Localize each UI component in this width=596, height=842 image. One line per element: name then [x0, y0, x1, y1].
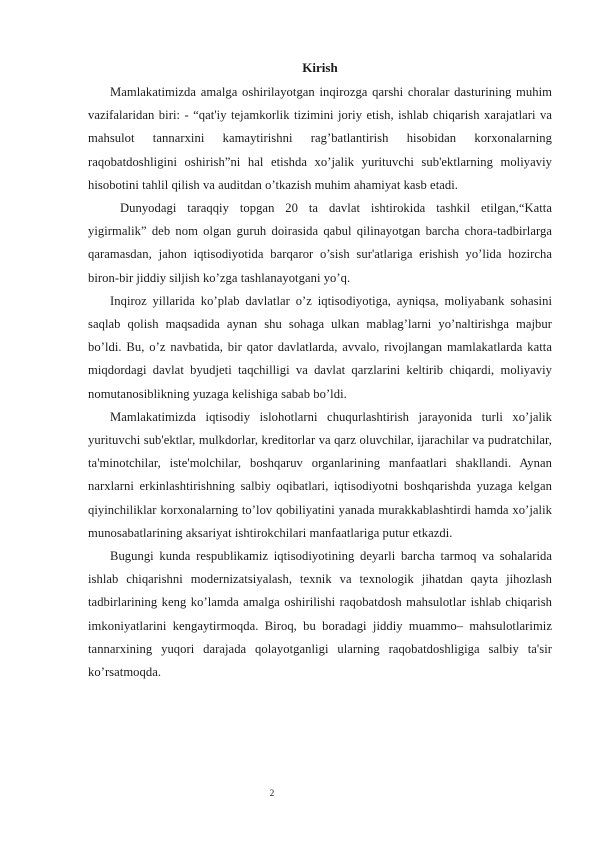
paragraph-3: Inqiroz yillarida ko’plab davlatlar o’z iqtisodiyotiga, ayniqsa, moliyabank sohasini saqlab qolish maqsadida aynan shu sohaga ulkan mablag’larni yo’naltirishga majbur bo’ldi. Bu, o’z navbatida, bir qator davlatlarda, avvalo, rivojlangan mamlakatlarda katta miqdordagi davlat byudjeti taqchilligi va davlat qarzlarini keltirib chiqardi, moliyaviy nomutanosiblikning yuzaga kelishiga sabab bo’ldi. [88, 293, 552, 401]
page-number: 2 [269, 788, 275, 798]
document-page [88, 60, 552, 684]
paragraph-5: Bugungi kunda respublikamiz iqtisodiyotining deyarli barcha tarmoq va sohalarida ishlab chiqarishni modernizatsiyalash, texnik va texnologik jihatdan qayta jihozlash tadbirlarining keng ko’lamda amalga oshirilishi raqobatdosh mahsulotlar ishlab chiqarish imkoniyatlarini kengaytirmoqda. Biroq, bu boradagi jiddiy muammo– mahsulotlarimiz tannarxining yuqori darajada qolayotganligi ularning raqobatdoshligiga salbiy ta'sir ko’rsatmoqda. [88, 549, 552, 680]
watermark-mark [0, 121, 52, 189]
page-title: Kirish [302, 60, 338, 75]
paragraph-4: Mamlakatimizda iqtisodiy islohotlarni chuqurlashtirish jarayonida turli xo’jalik yurituvchi sub'ektlar, mulkdorlar, kreditorlar va qarz oluvchilar, ijarachilar va pudratchilar, ta'minotchilar, iste'molchilar, boshqaruv organlarining manfaatlari shakllandi. Aynan narxlarni erkinlashtirishning salbiy oqibatlari, iqtisodiyotni boshqarishda yuzaga kelgan qiyinchiliklar korxonalarning to’lov qobiliyatini yanada murakkablashtirdi hamda xo’jalik munosabatlarining aksariyat ishtirokchilari manfaatlariga putur etkazdi. [88, 409, 552, 540]
paragraph-1: Mamlakatimizda amalga oshirilayotgan inqirozga qarshi choralar dasturining muhim vazifalaridan biri: - “qat'iy tejamkorlik tizimini joriy etish, ishlab chiqarish xarajatlari va mahsulot tannarxini kamaytirishni rag’batlantirish hisobidan korxonalarning raqobatdoshligini oshirish”ni hal etishda xo’jalik yurituvchi sub'ektlarning moliyaviy hisobotini tahlil qilish va auditdan o’tkazish muhim ahamiyat kasb etadi. [88, 85, 552, 192]
paragraph-2: Dunyodagi taraqqiy topgan 20 ta davlat ishtirokida tashkil etilgan,“Katta yigirmalik” deb nom olgan guruh doirasida qabul qilinayotgan barcha chora-tadbirlarga qaramasdan, jahon iqtisodiyotida barqaror o’sish sur'atlariga erishish yo’lida hozircha biron-bir jiddiy siljish ko’zga tashlanayotgani yo’q. [88, 201, 552, 285]
